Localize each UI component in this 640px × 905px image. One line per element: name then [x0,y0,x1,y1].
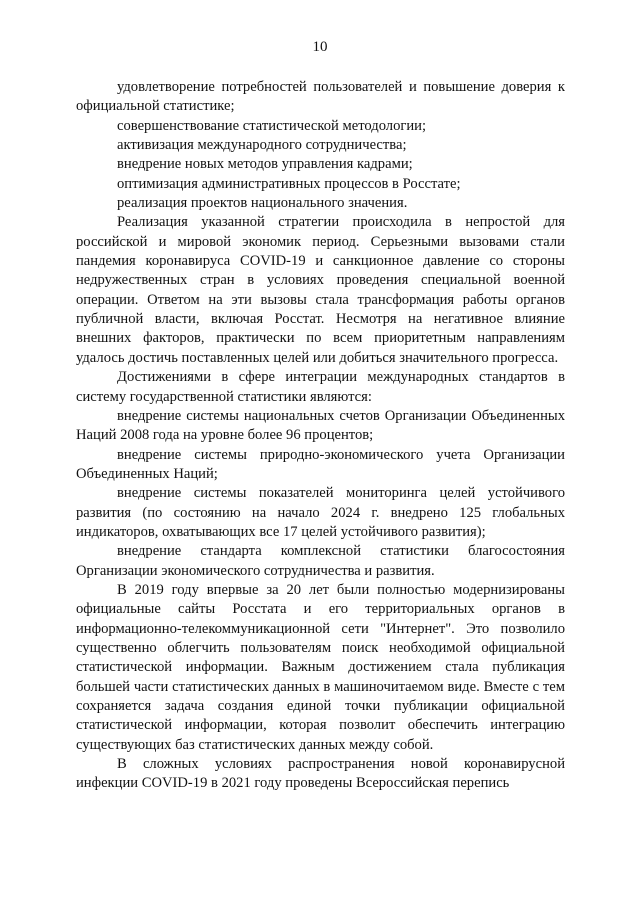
paragraph-wellbeing-statistics: внедрение стандарта комплексной статистики благосостояния Организации экономического сотрудничества и развития. [76,543,565,579]
paragraph-methodology: совершенствование статистической методологии; [117,117,427,134]
paragraph-sdg-monitoring: внедрение системы показателей мониторинга целей устойчивого развития (по состоянию на начало 2024 г. внедрено 125 глобальных индикаторов, охватывающих все 17 целей устойчивого развития); [76,485,565,540]
paragraph-admin-processes: оптимизация административных процессов в Росстате; [117,175,461,192]
paragraph-strategy-implementation: Реализация указанной стратегии происходила в непростой для российской и мировой экономик период. Серьезными вызовами стали пандемия коронавируса COVID-19 и санкционное давление со стороны недружественных стран в условиях проведения специальной военной операции. Ответом на эти вызовы стала трансформация работы органов публичной власти, включая Росстат. Несмотря на негативное влияние внешних факторов, практически по всем приоритетным направлениям удалось достичь поставленных целей или добиться значительного прогресса. [76,214,565,366]
paragraph-national-accounts: внедрение системы национальных счетов Организации Объединенных Наций 2008 года на уровне более 96 процентов; [76,407,565,444]
page-number: 10 [312,39,328,55]
paragraph-national-projects: реализация проектов национального значения. [117,195,408,212]
paragraph-hr-methods: внедрение новых методов управления кадрами; [117,156,413,173]
page-content [76,78,565,794]
paragraph-user-needs: удовлетворение потребностей пользователей и повышение доверия к официальной статистике; [76,79,565,115]
paragraph-environmental-accounting: внедрение системы природно-экономического учета Организации Объединенных Наций; [76,446,565,482]
paragraph-achievements-intro: Достижениями в сфере интеграции международных стандартов в систему государственной статистики являются: [76,369,565,405]
paragraph-websites-modernization: В 2019 году впервые за 20 лет были полностью модернизированы официальные сайты Росстата и его территориальных органов в информационно-телекоммуникационной сети "Интернет". Это позволило существенно облегчить пользователям поиск необходимой официальной статистической информации. Важным достижением стала публикация большей части статистических данных в машиночитаемом виде. Вместе с тем сохраняется задача создания единой точки публикации официальной статистической информации, которая позволит обеспечить интеграцию существующих баз статистических данных между собой. [76,581,565,753]
paragraph-covid-census: В сложных условиях распространения новой коронавирусной инфекции COVID-19 в 2021 году проведены Всероссийская перепись [76,756,565,792]
paragraph-international-cooperation: активизация международного сотрудничества; [117,137,407,154]
